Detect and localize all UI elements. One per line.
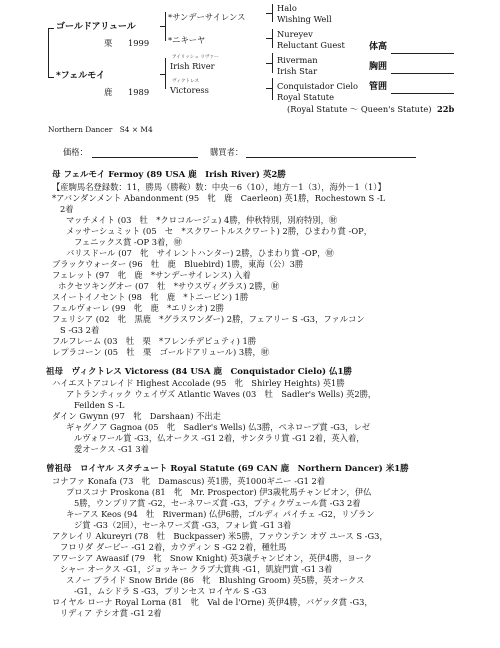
- catalog-line: スノー ブライド Snow Bride (86 牝 Blushing Groom) 英5勝，英オークス: [66, 574, 365, 585]
- catalog-line: 愛オークス -G1 3着: [74, 444, 149, 454]
- catalog-line: スイートイノセント (98 牝 鹿 *トニービン) 1勝: [52, 291, 249, 302]
- bracket-line: [165, 12, 166, 41]
- catalog-line: アワーシア Awaasif (79 牝 Snow Knight) 英3歳チャンピオン，英伊4勝，ヨーク: [52, 552, 373, 563]
- bracket-line: [165, 58, 166, 89]
- catalog-line: プロスコナ Proskona (81 牝 Mr. Prospector) 伊3歳牝馬チャンピオン，伊仏: [66, 486, 372, 497]
- dam-sire-ruby: アイリッシュ リヴァー: [172, 55, 219, 60]
- bracket-line: [272, 4, 273, 22]
- family-catalog: [46, 170, 496, 619]
- catalog-line: シャー オークス -G1，ジョッキー クラブ大賞典 -G1，凱旋門賞 -G1 3着: [60, 563, 333, 574]
- dam-dam-name: Victoress: [170, 85, 209, 95]
- catalog-line: アクレイリ Akureyri (78 牡 Buckpasser) 米5勝，ファウンテン オヴ ユース S -G3，: [52, 530, 388, 541]
- catalog-line: ルヴォワール賞 -G3，仏オークス -G1 2着，サンタラリ賞 -G1 2着，英入着，: [74, 433, 365, 443]
- dam-sire-dam: Irish Star: [277, 66, 318, 76]
- dam-dam-sire: Conquistador Cielo: [277, 81, 359, 91]
- dam-name: *フェルモイ: [56, 71, 105, 81]
- dam-dam-ruby: ヴィクトレス: [172, 79, 200, 84]
- catalog-line: S -G3 2着: [60, 324, 100, 335]
- buyer-label: 購買者：: [210, 147, 244, 157]
- section-gap: [46, 358, 496, 367]
- bracket-line: [48, 28, 54, 29]
- catalog-line: ギャグノア Gagnoa (05 牝 Sadler's Wells) 仏3勝，ペネロープ賞 -G3，レゼ: [66, 422, 371, 432]
- sire-year: 1999: [128, 38, 150, 48]
- catalog-line: フェレット (97 牝 鹿 *サンデーサイレンス) 入着: [52, 269, 251, 280]
- inbreeding-note: Northern Dancer S4 × M4: [48, 125, 153, 134]
- bracket-line: [266, 13, 272, 14]
- dam-color: 鹿: [104, 87, 113, 97]
- catalog-line: Feilden S -L: [74, 400, 125, 410]
- price-label: 価格：: [63, 147, 88, 157]
- catalog-line: フルフレーム (03 牡 栗 *フレンチデピュティ) 1勝: [52, 335, 257, 346]
- dam-dam-dam: Royal Statute: [277, 92, 335, 102]
- catalog-line: アトランティック ウェイヴズ Atlantic Waves (03 牡 Sadler's Wells) 英2勝，: [66, 389, 377, 399]
- bracket-line: [272, 53, 273, 73]
- girth-label: 胸囲: [369, 62, 388, 72]
- family-note: (Royal Statute ～ Queen's Statute): [287, 104, 432, 114]
- catalog-line: ブラックウォーター (96 牡 鹿 Bluebird) 1勝，東海（公）3勝: [52, 258, 304, 269]
- bracket-line: [48, 77, 54, 78]
- catalog-line: バリスドール (07 牝 サイレントハンター) 2勝，ひまわり賞 -OP，㊖: [66, 247, 334, 258]
- sire-sire-dam: Wishing Well: [277, 14, 332, 24]
- catalog-line: ハイエストアコレイド Highest Accolade (95 牝 Shirley Heights) 英1勝: [52, 378, 345, 388]
- catalog-line: ホクセツキングオー (07 牡 *サウスヴィグラス) 2勝，㊖: [58, 280, 280, 291]
- cannon-label: 管囲: [369, 82, 388, 92]
- catalog-line: コナファ Konafa (73 牝 Damascus) 英1勝，英1000ギニー -G1 2着: [52, 475, 326, 486]
- catalog-line: フェリシア (02 牝 黒鹿 *グラスワンダー) 2勝，フェアリー S -G3，ファルコン: [52, 313, 365, 324]
- bracket-line: [266, 63, 272, 64]
- section-heading: 曾祖母 ロイヤル スタチュート Royal Statute (69 CAN 鹿 Northern Dancer) 米1勝: [46, 464, 409, 474]
- catalog-line: ロイヤル ローナ Royal Lorna (81 牝 Val de l'Orne) 英伊4勝，バゲッタ賞 -G3，: [52, 596, 373, 607]
- section-gap: [46, 455, 496, 464]
- family-number: 22b: [437, 104, 455, 114]
- sire-dam-sire: Nureyev: [277, 29, 313, 39]
- bracket-line: [272, 29, 273, 48]
- catalog-line: -G1，ムシドラ S -G3，プリンセス ロイヤル S -G3: [74, 585, 267, 596]
- catalog-line: *アバンダンメント Abandonment (95 牝 鹿 Caerleon) 英1勝，Rochestown S -L: [52, 192, 386, 203]
- cannon-underline: [391, 93, 454, 94]
- girth-underline: [391, 73, 454, 74]
- catalog-line: フロリダ ダービー -G1 2着，カウディン S -G2 2着，種牡馬: [60, 541, 287, 552]
- catalog-line: 【産駒馬名登録数：11，勝馬（勝鞍）数：中央－6（10），地方－1（3），海外－1（1）】: [52, 181, 386, 192]
- bracket-line: [160, 26, 165, 27]
- sire-dam-dam: Reluctant Guest: [277, 40, 345, 50]
- catalog-line: フェルヴォーレ (99 牝 鹿 *エリシオ) 2勝: [52, 302, 224, 313]
- catalog-line: ジ賞 -G3（2回），セーネワーズ賞 -G3，フォレ賞 -G1 3着: [74, 519, 292, 530]
- section-heading: 祖母 ヴィクトレス Victoress (84 USA 鹿 Conquistador Cielo) 仏1勝: [46, 366, 352, 377]
- catalog-line: ダイン Gwynn (97 牝 Darshaan) 不出走: [52, 411, 221, 421]
- section-heading: 母 フェルモイ Fermoy (89 USA 鹿 Irish River) 英2勝: [52, 170, 286, 180]
- catalog-line: メッサーシュミット (05 セ *スクワートルスクワート) 2勝，ひまわり賞 -OP，: [66, 225, 373, 236]
- bracket-line: [272, 78, 273, 100]
- bracket-line: [48, 28, 49, 78]
- sire-sire-name: *サンデーサイレンス: [168, 12, 246, 22]
- catalog-line: レプラコーン (05 牡 栗 ゴールドアリュール) 3勝，㊖: [52, 346, 270, 357]
- catalog-line: マッチメイト (03 牡 *クロコルージュ) 4勝，仲秋特別，別府特別，㊖: [66, 214, 338, 225]
- buyer-underline: [246, 157, 416, 158]
- price-underline: [92, 157, 198, 158]
- catalog-line: 5勝，ウンブリア賞 -G2，セーネワーズ賞 -G3，プティクヴェール賞 -G3 2着: [74, 497, 361, 508]
- sire-name: ゴールドアリュール: [56, 22, 136, 32]
- sire-dam-name: *ニキーヤ: [168, 35, 206, 45]
- bracket-line: [266, 88, 272, 89]
- height-label: 体高: [369, 42, 388, 52]
- dam-sire-sire: Riverman: [277, 55, 318, 65]
- dam-sire-name: Irish River: [170, 61, 215, 71]
- catalog-line: リディア テシオ賞 -G1 2着: [60, 607, 162, 618]
- catalog-line: フェニックス賞 -OP 3着，㊖: [74, 236, 182, 247]
- catalog-line: 2着: [60, 203, 74, 214]
- sire-sire-sire: Halo: [277, 3, 297, 13]
- dam-year: 1989: [128, 87, 150, 97]
- sire-color: 栗: [104, 38, 113, 48]
- catalog-line: キーアス Keos (94 牡 Riverman) 仏伊6勝，ゴルディ パイチェ -G2，リゾラン: [66, 508, 375, 519]
- bracket-line: [160, 74, 165, 75]
- bracket-line: [266, 38, 272, 39]
- height-underline: [391, 53, 454, 54]
